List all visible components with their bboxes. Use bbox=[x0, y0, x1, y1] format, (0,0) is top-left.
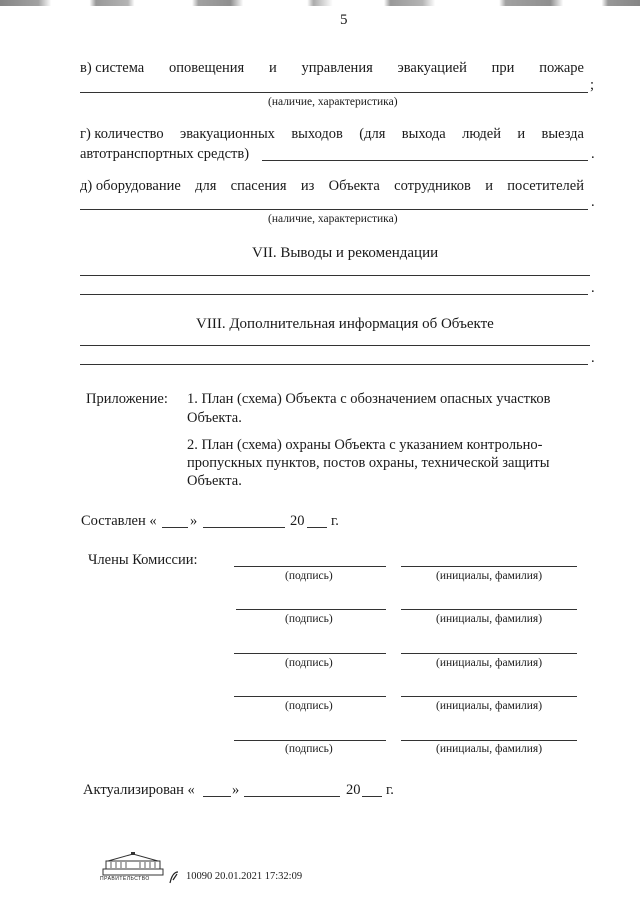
initials-caption: (инициалы, фамилия) bbox=[436, 613, 543, 625]
line-end-mark: . bbox=[591, 146, 595, 162]
handwritten-initial-icon bbox=[168, 870, 180, 886]
signature-line[interactable] bbox=[236, 609, 386, 610]
composed-year-prefix: 20 bbox=[290, 513, 305, 529]
initials-caption: (инициалы, фамилия) bbox=[436, 570, 543, 582]
word: управления bbox=[301, 60, 373, 76]
line-end-mark: . bbox=[591, 194, 595, 210]
fill-line[interactable] bbox=[80, 345, 590, 346]
actualized-mid: » bbox=[232, 782, 240, 798]
word: людей bbox=[462, 126, 501, 142]
fill-line[interactable] bbox=[80, 275, 590, 276]
commission-label: Члены Комиссии: bbox=[88, 552, 198, 568]
scan-top-edge bbox=[0, 0, 640, 6]
year-field[interactable] bbox=[362, 796, 382, 797]
actualized-suffix: г. bbox=[386, 782, 394, 798]
appendix-item-2-cont: пропускных пунктов, постов охраны, технической защиты bbox=[187, 455, 550, 471]
signature-caption: (подпись) bbox=[285, 743, 333, 755]
fill-line[interactable] bbox=[262, 160, 588, 161]
signature-line[interactable] bbox=[234, 566, 386, 567]
initials-line[interactable] bbox=[401, 653, 577, 654]
section-g-text bbox=[80, 126, 584, 143]
word: и bbox=[485, 178, 493, 194]
initials-caption: (инициалы, фамилия) bbox=[436, 743, 543, 755]
word: выхода bbox=[401, 126, 446, 142]
appendix-item-1-cont: Объекта. bbox=[187, 410, 242, 426]
word: выезда bbox=[541, 126, 584, 142]
word: и bbox=[269, 60, 277, 76]
section-heading-vii: VII. Выводы и рекомендации bbox=[252, 245, 439, 261]
month-field[interactable] bbox=[244, 796, 340, 797]
signature-line[interactable] bbox=[234, 653, 386, 654]
word: в) система bbox=[80, 60, 145, 76]
signature-caption: (подпись) bbox=[285, 657, 333, 669]
word: и bbox=[517, 126, 526, 142]
word: из bbox=[300, 178, 315, 194]
field-caption: (наличие, характеристика) bbox=[268, 96, 398, 108]
section-v-text bbox=[80, 60, 584, 77]
word: Объекта bbox=[328, 178, 380, 194]
fill-line[interactable] bbox=[80, 364, 588, 365]
word: сотрудников bbox=[394, 178, 471, 194]
word: (для bbox=[359, 126, 386, 142]
composed-prefix: Составлен « bbox=[81, 513, 157, 529]
word: посетителей bbox=[507, 178, 584, 194]
appendix-item-1: 1. План (схема) Объекта с обозначением опасных участков bbox=[187, 391, 551, 407]
composed-suffix: г. bbox=[331, 513, 339, 529]
word: выходов bbox=[291, 126, 343, 142]
initials-caption: (инициалы, фамилия) bbox=[436, 700, 543, 712]
initials-line[interactable] bbox=[401, 566, 577, 567]
line-end-mark: . bbox=[591, 280, 595, 296]
actualized-year-prefix: 20 bbox=[346, 782, 361, 798]
signature-caption: (подпись) bbox=[285, 613, 333, 625]
word: при bbox=[491, 60, 515, 76]
document-registration-mark: 10090 20.01.2021 17:32:09 bbox=[186, 871, 303, 882]
word: д) оборудование bbox=[80, 178, 181, 194]
line-end-mark: . bbox=[591, 350, 595, 366]
word: пожаре bbox=[539, 60, 584, 76]
year-field[interactable] bbox=[307, 527, 327, 528]
word: спасения bbox=[230, 178, 287, 194]
signature-caption: (подпись) bbox=[285, 570, 333, 582]
fill-line[interactable] bbox=[80, 92, 588, 93]
signature-line[interactable] bbox=[234, 696, 386, 697]
fill-line[interactable] bbox=[80, 294, 588, 295]
page-number: 5 bbox=[340, 12, 348, 28]
section-d-text bbox=[80, 178, 584, 195]
month-field[interactable] bbox=[203, 527, 285, 528]
word: эвакуацией bbox=[397, 60, 467, 76]
initials-line[interactable] bbox=[401, 609, 577, 610]
signature-caption: (подпись) bbox=[285, 700, 333, 712]
actualized-prefix: Актуализирован « bbox=[83, 782, 195, 798]
word: для bbox=[195, 178, 217, 194]
day-field[interactable] bbox=[162, 527, 188, 528]
fill-line[interactable] bbox=[80, 209, 588, 210]
section-g-line2: автотранспортных средств) bbox=[80, 146, 250, 162]
appendix-item-2-cont: Объекта. bbox=[187, 473, 242, 489]
stamp-text: ПРАВИТЕЛЬСТВО bbox=[100, 876, 150, 882]
initials-line[interactable] bbox=[401, 740, 577, 741]
word: оповещения bbox=[168, 60, 245, 76]
section-heading-viii: VIII. Дополнительная информация об Объекте bbox=[196, 316, 494, 332]
field-caption: (наличие, характеристика) bbox=[268, 213, 398, 225]
initials-line[interactable] bbox=[401, 696, 577, 697]
appendix-label: Приложение: bbox=[86, 391, 168, 407]
initials-caption: (инициалы, фамилия) bbox=[436, 657, 543, 669]
composed-mid: » bbox=[190, 513, 198, 529]
signature-line[interactable] bbox=[234, 740, 386, 741]
line-end-mark: ; bbox=[590, 77, 595, 93]
government-stamp-icon bbox=[102, 852, 164, 876]
word: г) количество bbox=[80, 126, 164, 142]
word: эвакуационных bbox=[180, 126, 275, 142]
day-field[interactable] bbox=[203, 796, 231, 797]
appendix-item-2: 2. План (схема) охраны Объекта с указанием контрольно- bbox=[187, 437, 543, 453]
